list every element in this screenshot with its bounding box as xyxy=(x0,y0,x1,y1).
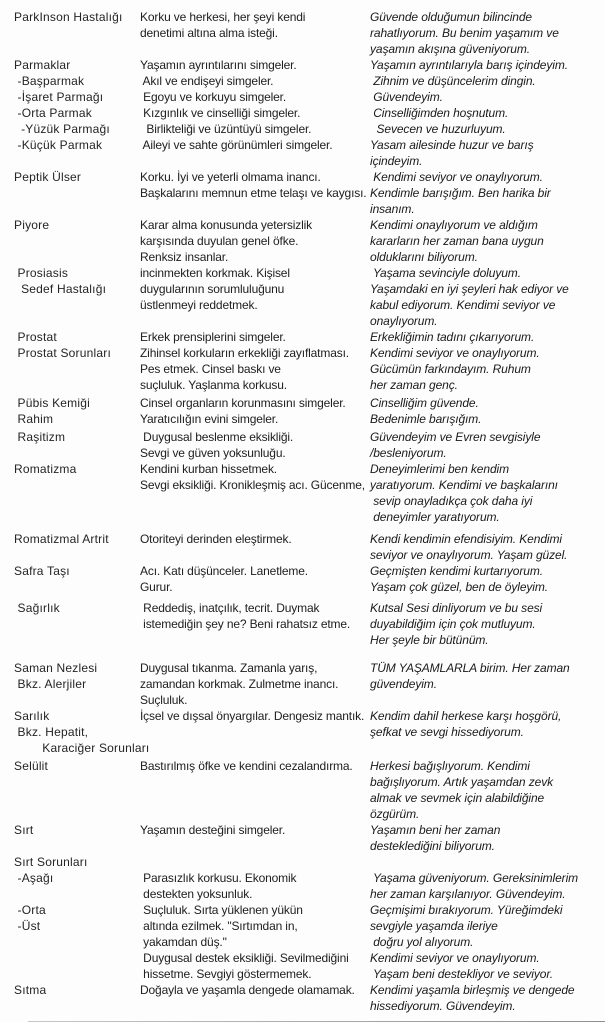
text-line: Sarılık xyxy=(14,709,50,723)
entry-row xyxy=(0,950,605,982)
page-edge-line xyxy=(28,1021,605,1022)
condition-name-cell xyxy=(0,758,140,822)
text-line: ParkInson Hastalığı xyxy=(14,10,123,24)
probable-cause-cell xyxy=(140,758,370,822)
affirmation-cell xyxy=(370,563,605,595)
text-line: kararların her zaman bana uygun xyxy=(370,234,544,248)
text-line: Yaşamın ayrıntılarıyla barış içindeyim. xyxy=(370,58,568,72)
text-line: bağışlıyorum. Artık yaşamdan zevk xyxy=(370,775,553,789)
text-line: Güvendeyim ve Evren sevgisiyle xyxy=(370,430,541,444)
affirmation-cell xyxy=(370,660,605,708)
text-line: Duygusal beslenme eksikliği. xyxy=(140,430,294,444)
text-line: insanım. xyxy=(370,202,415,216)
text-line: Kendimi yaşamla birleşmiş ve dengede xyxy=(370,983,575,997)
condition-name-cell xyxy=(0,9,140,57)
affirmation-cell xyxy=(370,461,605,525)
text-line: Pübis Kemiği xyxy=(14,396,90,410)
affirmation-cell xyxy=(370,395,605,411)
affirmation-cell xyxy=(370,137,605,169)
text-line: Suçluluk. Sırta yüklenen yükün xyxy=(140,903,303,917)
text-line: duygularının sorumluluğunu xyxy=(140,282,285,296)
text-line: Renksiz insanlar. xyxy=(140,250,229,264)
text-line: altında ezilmek. "Sırtımdan in, xyxy=(140,919,298,933)
text-line: Birlikteliği ve üzüntüyü simgeler. xyxy=(140,122,312,136)
text-line: Reddediş, inatçılık, tecrit. Duymak xyxy=(140,601,320,615)
text-line: Piyore xyxy=(14,218,50,232)
text-line: almak ve sevmek için alabildiğine xyxy=(370,791,545,805)
ailment-list xyxy=(0,9,605,1014)
text-line: Geçmişimi bırakıyorum. Yüreğimdeki xyxy=(370,903,563,917)
probable-cause-cell xyxy=(140,531,370,563)
condition-name-cell xyxy=(0,57,140,73)
text-line: denetimi altına alma isteği. xyxy=(140,26,278,40)
text-line: Erkekliğimin tadını çıkarıyorum. xyxy=(370,330,535,344)
entry-row xyxy=(0,758,605,822)
probable-cause-cell xyxy=(140,600,370,648)
text-line: kabul ediyorum. Kendimi seviyor ve xyxy=(370,298,556,312)
text-line: özgürüm. xyxy=(370,807,420,821)
text-line: Kendimi seviyor ve onaylıyorum. xyxy=(370,346,540,360)
text-line: Korku ve herkesi, her şeyi kendi xyxy=(140,10,306,24)
text-line: olduklarını biliyorum. xyxy=(370,250,478,264)
condition-name-cell xyxy=(0,137,140,169)
text-line: Romatizma xyxy=(14,462,77,476)
probable-cause-cell xyxy=(140,57,370,73)
text-line: Raşitizm xyxy=(14,430,66,444)
text-line: Geçmişten kendimi kurtarıyorum. xyxy=(370,564,543,578)
affirmation-cell xyxy=(370,105,605,121)
text-line: Prosiasis xyxy=(14,266,69,280)
text-line: rahatlıyorum. Bu benim yaşamım ve xyxy=(370,26,559,40)
text-line: -İşaret Parmağı xyxy=(14,90,104,104)
text-line: Parmaklar xyxy=(14,58,71,72)
condition-name-cell xyxy=(0,121,140,137)
entry-row xyxy=(0,411,605,427)
affirmation-cell xyxy=(370,950,605,982)
text-line: Suçluluk. xyxy=(140,693,188,707)
condition-name-cell xyxy=(0,982,140,1014)
text-line: sevgiyle yaşamda ileriye xyxy=(370,919,498,933)
condition-name-cell xyxy=(0,217,140,265)
text-line: istemediğin şey ne? Beni rahatsız etme. xyxy=(140,617,351,631)
text-line: -Üst xyxy=(14,919,41,933)
entry-row xyxy=(0,531,605,563)
text-line: desteklediğini biliyorum. xyxy=(370,839,495,853)
condition-name-cell xyxy=(0,950,140,982)
text-line: Aileyi ve sahte görünümleri simgeler. xyxy=(140,138,333,152)
text-line: Bedenimle barışığım. xyxy=(370,412,482,426)
probable-cause-cell xyxy=(140,708,370,756)
text-line: Safra Taşı xyxy=(14,564,70,578)
text-line: Acı. Katı düşünceler. Lanetleme. xyxy=(140,564,308,578)
condition-name-cell xyxy=(0,105,140,121)
probable-cause-cell xyxy=(140,563,370,595)
text-line: -Orta xyxy=(14,903,46,917)
text-line: Kendim dahil herkese karşı hoşgörü, xyxy=(370,709,562,723)
affirmation-cell xyxy=(370,429,605,461)
text-line: Bastırılmış öfke ve kendini cezalandırma. xyxy=(140,759,353,773)
affirmation-cell xyxy=(370,902,605,950)
probable-cause-cell xyxy=(140,870,370,902)
text-line: Kızgınlık ve cinselliği simgeler. xyxy=(140,106,301,120)
entry-row xyxy=(0,822,605,854)
text-line: Karaciğer Sorunları xyxy=(14,741,150,755)
text-line: Duygusal tıkanma. Zamanla yarış, xyxy=(140,661,318,675)
text-line: Bkz. Hepatit, xyxy=(14,725,89,739)
text-line: İçsel ve dışsal önyargılar. Dengesiz mantık. xyxy=(140,709,365,723)
text-line: Sevecen ve huzurluyum. xyxy=(370,122,506,136)
text-line: Prostat Sorunları xyxy=(14,346,111,360)
condition-name-cell xyxy=(0,822,140,854)
text-line: seviyor ve onaylıyorum. Yaşam güzel. xyxy=(370,548,568,562)
probable-cause-cell xyxy=(140,9,370,57)
text-line: Sırt Sorunları xyxy=(14,855,88,869)
affirmation-cell xyxy=(370,854,605,870)
text-line: Zihnim ve düşüncelerim dingin. xyxy=(370,74,536,88)
probable-cause-cell xyxy=(140,105,370,121)
text-line: yaşamın akışına güveniyorum. xyxy=(370,42,530,56)
entry-row xyxy=(0,854,605,870)
text-line: Cinsel organların korunmasını simgeler. xyxy=(140,396,346,410)
affirmation-cell xyxy=(370,73,605,89)
text-line: Saman Nezlesi xyxy=(14,661,98,675)
text-line: duyabildiğim için çok mutluyum. xyxy=(370,617,536,631)
probable-cause-cell xyxy=(140,950,370,982)
probable-cause-cell xyxy=(140,265,370,329)
probable-cause-cell xyxy=(140,902,370,950)
text-line: Sırt xyxy=(14,823,34,837)
condition-name-cell xyxy=(0,708,150,756)
text-line: Gurur. xyxy=(140,580,173,594)
text-line: Gücümün farkındayım. Ruhum xyxy=(370,362,531,376)
probable-cause-cell xyxy=(140,137,370,169)
condition-name-cell xyxy=(0,265,140,329)
text-line: yaratıyorum. Kendimi ve başkalarını xyxy=(370,478,558,492)
condition-name-cell xyxy=(0,461,140,525)
text-line: Sevgi eksikliği. Kronikleşmiş acı. Gücenme, xyxy=(140,478,365,492)
text-line: deneyimler yaratıyorum. xyxy=(370,510,500,524)
probable-cause-cell xyxy=(140,169,370,217)
text-line: Kendimi seviyor ve onaylıyorum. xyxy=(370,951,540,965)
probable-cause-cell xyxy=(140,429,370,461)
affirmation-cell xyxy=(370,822,605,854)
text-line: Duygusal destek eksikliği. Sevilmediğini xyxy=(140,951,349,965)
text-line: Selülit xyxy=(14,759,49,773)
affirmation-cell xyxy=(370,217,605,265)
text-line: -Aşağı xyxy=(14,871,54,885)
text-line: Yaşamdaki en iyi şeyleri hak ediyor ve xyxy=(370,282,569,296)
text-line: Güvendeyim. xyxy=(370,90,443,104)
text-line: içindeyim. xyxy=(370,154,423,168)
probable-cause-cell xyxy=(140,329,370,393)
probable-cause-cell xyxy=(140,89,370,105)
text-line: Yaşama güveniyorum. Gereksinimlerim xyxy=(370,871,579,885)
probable-cause-cell xyxy=(140,73,370,89)
condition-name-cell xyxy=(0,870,140,902)
affirmation-cell xyxy=(370,121,605,137)
probable-cause-cell xyxy=(140,660,370,708)
text-line: onaylıyorum. xyxy=(370,314,438,328)
entry-row xyxy=(0,89,605,105)
text-line: Yaşamın ayrıntılarını simgeler. xyxy=(140,58,297,72)
text-line: hissediyorum. Güvendeyim. xyxy=(370,999,516,1013)
text-line: Güvende olduğumun bilincinde xyxy=(370,10,532,24)
entry-row xyxy=(0,395,605,411)
text-line: Yaşam çok güzel, ben de öyleyim. xyxy=(370,580,549,594)
entry-row xyxy=(0,265,605,329)
text-line: -Küçük Parmak xyxy=(14,138,103,152)
text-line: destekten yoksunluk. xyxy=(140,887,253,901)
entry-row xyxy=(0,73,605,89)
text-line: Sıtma xyxy=(14,983,47,997)
probable-cause-cell xyxy=(140,822,370,854)
affirmation-cell xyxy=(370,265,605,329)
condition-name-cell xyxy=(0,395,140,411)
text-line: Peptik Ülser xyxy=(14,170,82,184)
text-line: Parasızlık korkusu. Ekonomik xyxy=(140,871,297,885)
condition-name-cell xyxy=(0,89,140,105)
text-line: -Yüzük Parmağı xyxy=(14,122,110,136)
entry-row xyxy=(0,9,605,57)
text-line: /besleniyorum. xyxy=(370,446,447,460)
probable-cause-cell xyxy=(140,982,370,1014)
probable-cause-cell xyxy=(140,121,370,137)
text-line: Karar alma konusunda yetersizlik xyxy=(140,218,312,232)
text-line: şefkat ve sevgi hissediyorum. xyxy=(370,725,524,739)
condition-name-cell xyxy=(0,660,140,708)
entry-row xyxy=(0,563,605,595)
text-line: Rahim xyxy=(14,412,54,426)
text-line: Başkalarını memnun etme telaşı ve kaygısı. xyxy=(140,186,367,200)
affirmation-cell xyxy=(370,758,605,822)
text-line: sevip onayladıkça çok daha iyi xyxy=(370,494,533,508)
text-line: karşısında duyulan genel öfke. xyxy=(140,234,299,248)
text-line: incinmekten korkmak. Kişisel xyxy=(140,266,290,280)
text-line: her zaman genç. xyxy=(370,378,458,392)
text-line: Sağırlık xyxy=(14,601,60,615)
entry-row xyxy=(0,121,605,137)
text-line: Deneyimlerimi ben kendim xyxy=(370,462,509,476)
condition-name-cell xyxy=(0,411,140,427)
affirmation-cell xyxy=(370,411,605,427)
text-line: doğru yol alıyorum. xyxy=(370,935,474,949)
text-line: yakamdan düş." xyxy=(140,935,227,949)
entry-row xyxy=(0,105,605,121)
entry-row xyxy=(0,660,605,708)
text-line: Cinselliğim güvende. xyxy=(370,396,479,410)
condition-name-cell xyxy=(0,563,140,595)
text-line: Yaratıcılığın evini simgeler. xyxy=(140,412,279,426)
entry-row xyxy=(0,429,605,461)
entry-row xyxy=(0,708,605,756)
text-line: -Orta Parmak xyxy=(14,106,92,120)
text-line: Kendimle barışığım. Ben harika bir xyxy=(370,186,551,200)
entry-row xyxy=(0,137,605,169)
affirmation-cell xyxy=(370,9,605,57)
text-line: Kendimi onaylıyorum ve aldığım xyxy=(370,218,538,232)
text-line: Yaşamın desteğini simgeler. xyxy=(140,823,286,837)
affirmation-cell xyxy=(370,57,605,73)
text-line: Zihinsel korkuların erkekliği zayıflatması. xyxy=(140,346,349,360)
entry-row xyxy=(0,169,605,217)
condition-name-cell xyxy=(0,600,140,648)
affirmation-cell xyxy=(370,708,605,756)
condition-name-cell xyxy=(0,429,140,461)
entry-row xyxy=(0,982,605,1014)
entry-row xyxy=(0,870,605,902)
text-line: her zaman karşılanıyor. Güvendeyim. xyxy=(370,887,566,901)
probable-cause-cell xyxy=(140,395,370,411)
condition-name-cell xyxy=(0,902,140,950)
text-line: Prostat xyxy=(14,330,57,344)
affirmation-cell xyxy=(370,600,605,648)
affirmation-cell xyxy=(370,531,605,563)
affirmation-cell xyxy=(370,89,605,105)
text-line: TÜM YAŞAMLARLA birim. Her zaman xyxy=(370,661,570,675)
text-line: Yaşamın beni her zaman xyxy=(370,823,501,837)
text-line: Pes etmek. Cinsel baskı ve xyxy=(140,362,281,376)
entry-row xyxy=(0,902,605,950)
condition-name-cell xyxy=(0,531,140,563)
text-line: Yasam ailesinde huzur ve barış xyxy=(370,138,534,152)
text-line: Kendini kurban hissetmek. xyxy=(140,462,277,476)
affirmation-cell xyxy=(370,169,605,217)
text-line: hissetme. Sevgiyi göstermemek. xyxy=(140,967,312,981)
text-line: Korku. İyi ve yeterli olmama inancı. xyxy=(140,170,321,184)
text-line: Cinselliğimden hoşnutum. xyxy=(370,106,509,120)
text-line: Akıl ve endişeyi simgeler. xyxy=(140,74,274,88)
text-line: Yaşam beni destekliyor ve seviyor. xyxy=(370,967,554,981)
text-line: -Başparmak xyxy=(14,74,85,88)
text-line: Egoyu ve korkuyu simgeler. xyxy=(140,90,287,104)
text-line: zamandan korkmak. Zulmetme inancı. xyxy=(140,677,339,691)
probable-cause-cell xyxy=(140,217,370,265)
text-line: Kendimi seviyor ve onaylıyorum. xyxy=(370,170,543,184)
text-line: Herkesi bağışlıyorum. Kendimi xyxy=(370,759,530,773)
entry-row xyxy=(0,57,605,73)
text-line: üstlenmeyi reddetmek. xyxy=(140,298,258,312)
text-line: Sevgi ve güven yoksunluğu. xyxy=(140,446,286,460)
text-line: Erkek prensiplerini simgeler. xyxy=(140,330,286,344)
entry-row xyxy=(0,217,605,265)
affirmation-cell xyxy=(370,329,605,393)
text-line: Kutsal Sesi dinliyorum ve bu sesi xyxy=(370,601,543,615)
text-line: Bkz. Alerjiler xyxy=(14,677,87,691)
text-line: Her şeyle bir bütünüm. xyxy=(370,633,489,647)
condition-name-cell xyxy=(0,169,140,217)
text-line: suçluluk. Yaşlanma korkusu. xyxy=(140,378,287,392)
text-line: Sedef Hastalığı xyxy=(14,282,107,296)
text-line: güvendeyim. xyxy=(370,677,437,691)
text-line: Yaşama sevinciyle doluyum. xyxy=(370,266,521,280)
probable-cause-cell xyxy=(140,461,370,525)
affirmation-cell xyxy=(370,870,605,902)
condition-name-cell xyxy=(0,854,140,870)
condition-name-cell xyxy=(0,73,140,89)
probable-cause-cell xyxy=(140,854,370,870)
entry-row xyxy=(0,329,605,393)
condition-name-cell xyxy=(0,329,140,393)
probable-cause-cell xyxy=(140,411,370,427)
affirmation-cell xyxy=(370,982,605,1014)
text-line: Doğayla ve yaşamla dengede olamamak. xyxy=(140,983,355,997)
text-line: Romatizmal Artrit xyxy=(14,532,109,546)
text-line: Kendi kendimin efendisiyim. Kendimi xyxy=(370,532,562,546)
text-line: Otoriteyi derinden eleştirmek. xyxy=(140,532,292,546)
entry-row xyxy=(0,600,605,648)
entry-row xyxy=(0,461,605,525)
